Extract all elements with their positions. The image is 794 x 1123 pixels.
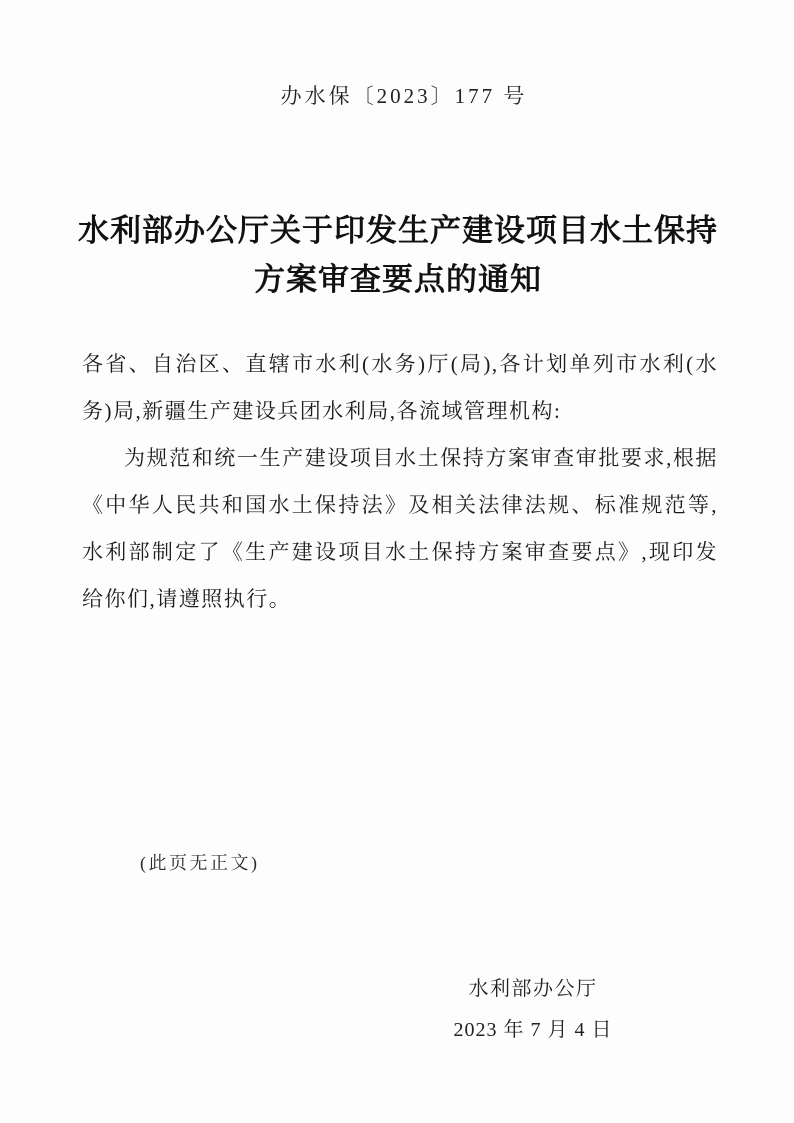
document-title-line-2: 方案审查要点的通知 bbox=[254, 262, 542, 297]
salutation-paragraph: 各省、自治区、直辖市水利(水务)厅(局),各计划单列市水利(水务)局,新疆生产建设兵团水利局,各流域管理机构: bbox=[82, 352, 718, 423]
signer-name: 水利部办公厅 bbox=[468, 978, 598, 1000]
document-title bbox=[78, 206, 718, 304]
doc-number: 办水保〔2023〕177 号 bbox=[280, 84, 528, 108]
document-body bbox=[82, 341, 718, 623]
issue-date: 2023 年 7 月 4 日 bbox=[453, 1019, 613, 1041]
body-paragraph: 为规范和统一生产建设项目水土保持方案审查审批要求,根据《中华人民共和国水土保持法》及相关法律法规、标准规范等,水利部制定了《生产建设项目水土保持方案审查要点》,现印发给你们,请遵照执行。 bbox=[82, 446, 718, 611]
signature-block bbox=[400, 976, 666, 1043]
no-body-note: (此页无正文) bbox=[140, 853, 260, 873]
document-title-line-1: 水利部办公厅关于印发生产建设项目水土保持 bbox=[78, 213, 718, 248]
